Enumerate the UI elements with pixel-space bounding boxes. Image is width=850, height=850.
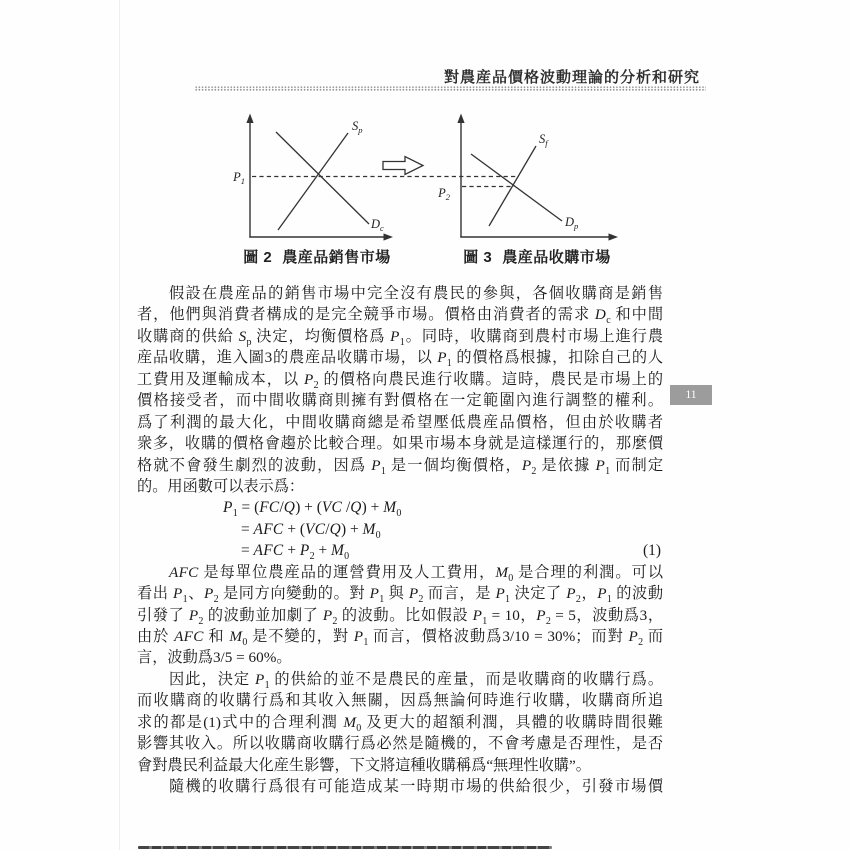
page-header-title: 對農産品價格波動理論的分析和研究 (443, 69, 700, 86)
text-line: 衆多，收購的價格會趨於比較合理。如果市場本身就是這樣運行的，那麼價 (137, 435, 663, 453)
text-line: 引發了 $P_2$ 的波動並加劇了 $P_2$ 的波動。比如假設 $P_1 = 10$，$P_2 = 5$，波動爲3， (137, 606, 663, 626)
fig2-caption-number: 圖 2 (243, 249, 273, 266)
fig3-demand-label: $D_p$ (565, 215, 579, 231)
figure-diagrams (225, 108, 630, 268)
fig3-demand-line (471, 154, 562, 221)
text-line: 爲了利潤的最大化，中間收購商總是希望壓低農産品價格，但由於收購者 (137, 413, 663, 431)
fig3-supply-line (489, 146, 536, 226)
text-line: 工費用及運輸成本，以 $P_2$ 的價格向農民進行收購。這時，農民是市場上的 (137, 370, 663, 391)
text-line: 格就不會發生劇烈的波動，因爲 $P_1$ 是一個均衡價格，$P_2$ 是依據 $P_1$ 而制定 (137, 456, 663, 476)
text-line: 會對農民利益最大化産生影響，下文將這種收購稱爲“無理性收購”。 (137, 756, 591, 774)
page-edge-line (119, 0, 120, 850)
fig3-price-label: $P_2$ (438, 186, 450, 202)
text-line: 言，波動爲3/5 = 60%。 (137, 649, 292, 667)
equation-line: = AFC + $(VC/Q) + M_0$ (241, 520, 381, 541)
fig3-caption-title: 農産品收購市場 (502, 249, 611, 266)
bottom-scan-artifact (138, 846, 552, 849)
text-line: AFC 是每單位農産品的運營費用及人工費用，$M_0$ 是合理的利潤。可以 (169, 563, 663, 584)
fig2-supply-line (278, 133, 348, 230)
text-line: 而收購商的收購行爲和其收入無關，因爲無論何時進行收購，收購商所追 (137, 692, 663, 710)
text-line: 求的都是(1)式中的合理利潤 $M_0$ 及更大的超額利潤，具體的收購時間很難 (137, 713, 663, 734)
fig2-demand-label: $D_c$ (371, 217, 384, 233)
flow-arrow-icon (383, 157, 423, 175)
fig2-x-axis-arrow-icon (384, 233, 394, 240)
page-number-badge: 11 (670, 385, 712, 405)
text-line: 産品收購，進入圖3的農産品收購市場，以 $P_1$ 的價格爲根據，扣除自己的人 (137, 349, 663, 369)
fig2-demand-line (276, 132, 369, 224)
equation-line: $P_1 = (FC/Q) + (VC$ $/Q) + M_0$ (223, 499, 402, 519)
body-text (137, 283, 663, 798)
fig3-caption (447, 246, 627, 264)
text-line: 價格接受者，而中間收購商則擁有對價格在一定範圍內進行調整的權利。 (137, 392, 663, 410)
fig2-caption (227, 246, 407, 264)
text-line: 的。用函數可以表示爲： (137, 477, 305, 495)
fig2-y-axis-arrow-icon (246, 114, 253, 124)
text-line: 由於 AFC 和 $M_0$ 是不變的，對 $P_1$ 而言，價格波動爲3/10 = 30%；而對 $P_2$ 而 (137, 628, 663, 648)
text-line: 看出 $P_1$、$P_2$ 是同方向變動的。對 $P_1$ 與 $P_2$ 而言，是 $P_1$ 決定了 $P_2$，$P_1$ 的波動 (137, 585, 663, 605)
equation-line: = AFC + $P_2 + M_0$ (1) (241, 542, 661, 562)
text-line: 因此，決定 $P_1$ 的供給的並不是農民的産量，而是收購商的收購行爲。 (169, 670, 663, 691)
text-line: 假設在農産品的銷售市場中完全沒有農民的參與，各個收購商是銷售 (169, 285, 663, 302)
text-line: 影響其收入。所以收購商收購行爲必然是隨機的，不會考慮是否理性，是否 (137, 735, 663, 753)
text-line: 隨機的收購行爲很有可能造成某一時期市場的供給很少，引發市場價 (169, 778, 663, 796)
fig3-supply-label: $S_f$ (539, 132, 548, 148)
header-dotted-rule (195, 86, 706, 91)
fig3-y-axis-arrow-icon (457, 114, 464, 124)
fig2-price-label: $P_1$ (233, 170, 245, 186)
equation-number: (1) (643, 542, 661, 560)
fig2-supply-label: $S_p$ (352, 119, 363, 135)
text-line: 者，他們與消費者構成的是完全競爭市場。價格由消費者的需求 $D_c$ 和中間 (137, 306, 663, 326)
fig2-caption-title: 農産品銷售市場 (282, 249, 391, 266)
fig3-caption-number: 圖 3 (463, 249, 493, 266)
text-line: 收購商的供給 $S_p$ 決定，均衡價格爲 $P_1$。同時，收購商到農村市場上進行農 (137, 327, 663, 348)
fig3-x-axis-arrow-icon (609, 233, 619, 240)
